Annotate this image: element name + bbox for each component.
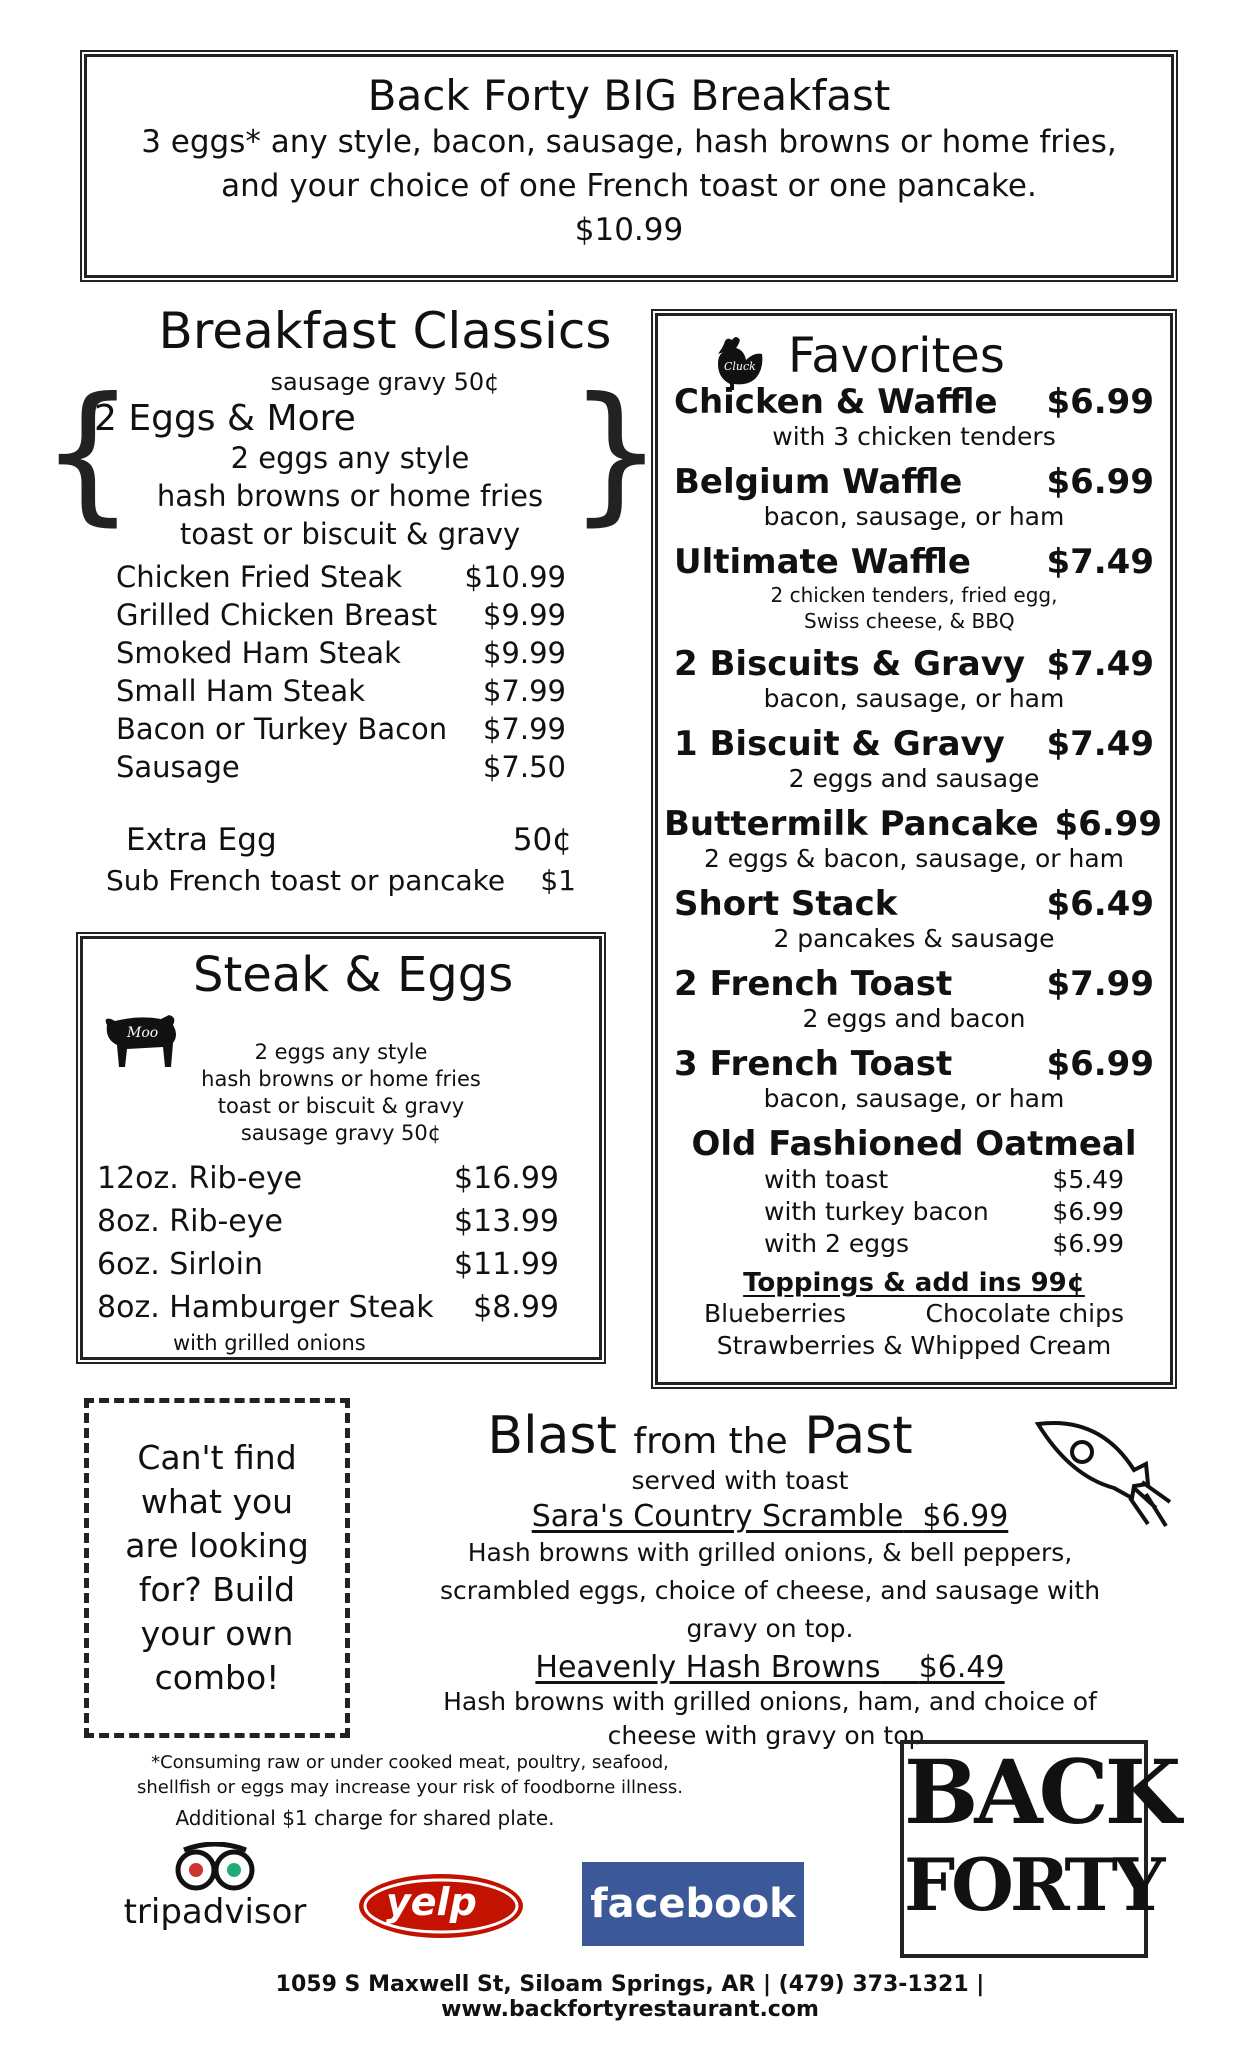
item-price: $6.49 (1046, 884, 1154, 924)
item-price: $13.99 (454, 1204, 559, 1239)
item-price: $16.99 (454, 1161, 559, 1196)
oatmeal-list (674, 1164, 1154, 1260)
item-name: Chicken & Waffle (674, 382, 998, 422)
item-name: Small Ham Steak (116, 674, 365, 708)
classics-title: Breakfast Classics (158, 302, 612, 360)
item-sub: 2 eggs & bacon, sausage, or ham (703, 844, 1125, 873)
classics-subtitle: sausage gravy 50¢ (270, 368, 500, 396)
disclaimer (110, 1750, 710, 1831)
item-sub: bacon, sausage, or ham (763, 684, 1065, 713)
item-name: Ultimate Waffle (674, 542, 971, 582)
list-item (674, 964, 1154, 1034)
item-name: Belgium Waffle (674, 462, 963, 502)
logo-line: BACK (904, 1740, 1178, 1844)
list-item (116, 710, 566, 748)
item-sub: 2 eggs and sausage (788, 764, 1040, 793)
item-price: $6.99 (922, 1499, 1009, 1534)
topping: Chocolate chips (925, 1299, 1124, 1328)
list-item (116, 596, 566, 634)
toppings-title: Toppings & add ins 99¢ (743, 1268, 1085, 1298)
combo-line: hash browns or home fries (156, 479, 544, 513)
combo-line: toast or biscuit & gravy (179, 517, 521, 551)
yelp-logo[interactable] (356, 1870, 526, 1942)
combo-section (90, 398, 610, 553)
item-name: Bacon or Turkey Bacon (116, 712, 448, 746)
list-item (116, 748, 566, 786)
logo-line: FORTY (904, 1842, 1162, 1927)
list-item (97, 1200, 559, 1243)
steak-eggs-box (80, 936, 602, 1360)
toppings-row (674, 1298, 1154, 1330)
big-breakfast-title: Back Forty BIG Breakfast (367, 71, 891, 120)
list-item (764, 1164, 1124, 1196)
item-price: $6.99 (1052, 1197, 1124, 1226)
item-price: $1 (540, 864, 576, 897)
extras (106, 822, 576, 897)
list-item (400, 1499, 1140, 1534)
item-name: 8oz. Rib-eye (97, 1204, 283, 1239)
backforty-logo (900, 1740, 1178, 1958)
item-name: with 2 eggs (764, 1229, 909, 1258)
item-name: Buttermilk Pancake (664, 804, 1039, 844)
list-item (97, 1157, 559, 1200)
item-name: 1 Biscuit & Gravy (674, 724, 1005, 764)
disclaimer-line: *Consuming raw or under cooked meat, poultry, seafood, (151, 1752, 669, 1773)
blast-title-a: Blast (487, 1406, 617, 1466)
right-brace-icon: } (568, 366, 664, 540)
item-price: $10.99 (464, 560, 566, 594)
desc-line: 2 eggs any style (254, 1040, 428, 1064)
list-item (674, 884, 1154, 954)
build-your-own-box (84, 1398, 350, 1738)
item-price: $7.49 (1046, 542, 1154, 582)
desc-line: toast or biscuit & gravy (217, 1094, 465, 1118)
blast-subtitle: served with toast (631, 1466, 849, 1495)
item-price: $9.99 (482, 636, 566, 670)
steak-list (97, 1157, 559, 1357)
item-sub: 2 chicken tenders, fried egg, (770, 583, 1058, 607)
list-item (97, 1243, 559, 1286)
item-name: 2 French Toast (674, 964, 953, 1004)
steak-title: Steak & Eggs (193, 947, 514, 1003)
list-item (674, 1044, 1154, 1114)
build-text: Can't find what you are looking for? Build your own combo! (125, 1438, 309, 1697)
item-name: 8oz. Hamburger Steak (97, 1290, 434, 1325)
item-price: $6.99 (1046, 462, 1154, 502)
item-price: $7.49 (1046, 724, 1154, 764)
item-name: Heavenly Hash Browns (535, 1650, 881, 1685)
list-item (116, 634, 566, 672)
item-price: $9.99 (482, 598, 566, 632)
item-name: 12oz. Rib-eye (97, 1161, 303, 1196)
list-item (674, 462, 1154, 532)
blast-section (400, 1406, 1140, 1753)
item-sub: Swiss cheese, & BBQ (804, 609, 1015, 633)
desc-line: sausage gravy 50¢ (240, 1121, 442, 1145)
big-breakfast-line1: 3 eggs* any style, bacon, sausage, hash browns or home fries, (141, 124, 1117, 160)
extra-egg (106, 822, 576, 858)
item-name: 6oz. Sirloin (97, 1247, 264, 1282)
list-item (664, 804, 1162, 874)
item-price: 50¢ (512, 822, 572, 858)
chicken-label: Cluck (724, 360, 756, 373)
item-name: 3 French Toast (674, 1044, 953, 1084)
list-item (674, 542, 1154, 634)
oatmeal-title: Old Fashioned Oatmeal (691, 1124, 1137, 1164)
list-item (97, 1286, 559, 1329)
topping: Blueberries (704, 1299, 847, 1328)
item-price: $6.99 (1046, 1044, 1154, 1084)
blast-title-b: from the (633, 1421, 788, 1462)
tripadvisor-logo[interactable] (110, 1842, 320, 1934)
tripadvisor-text: tripadvisor (123, 1892, 307, 1932)
item-desc: Hash browns with grilled onions, ham, and choice of cheese with gravy on top. (443, 1687, 1097, 1750)
topping: Strawberries & Whipped Cream (716, 1331, 1112, 1360)
big-breakfast-box (84, 54, 1174, 278)
item-price: $7.49 (1046, 644, 1154, 684)
list-item (400, 1650, 1140, 1685)
item-name: Grilled Chicken Breast (116, 598, 438, 632)
item-name: Sara's Country Scramble (531, 1499, 904, 1534)
item-sub: 2 eggs and bacon (802, 1004, 1026, 1033)
favorites-list (664, 382, 1162, 1362)
list-item (764, 1196, 1124, 1228)
item-price: $8.99 (473, 1290, 559, 1325)
item-desc: Hash browns with grilled onions, & bell peppers, scrambled eggs, choice of cheese, and sausage with gravy on top. (439, 1538, 1101, 1643)
item-name: Smoked Ham Steak (116, 636, 401, 670)
item-name: Short Stack (674, 884, 898, 924)
item-sub: bacon, sausage, or ham (763, 1084, 1065, 1113)
item-sub: bacon, sausage, or ham (763, 502, 1065, 531)
item-sub: 2 pancakes & sausage (773, 924, 1055, 953)
item-sub: with 3 chicken tenders (772, 422, 1056, 451)
favorites-title: Favorites (788, 328, 1005, 384)
steak-description (83, 1039, 599, 1147)
item-name: with toast (764, 1165, 889, 1194)
item-name: 2 Biscuits & Gravy (674, 644, 1026, 684)
item-price: $6.99 (1046, 382, 1154, 422)
combo-line: 2 eggs any style (230, 441, 470, 475)
blast-title (400, 1406, 1140, 1466)
desc-line: hash browns or home fries (201, 1067, 481, 1091)
item-price: $6.99 (1054, 804, 1162, 844)
item-price: $7.99 (482, 712, 566, 746)
owl-icon (170, 1842, 260, 1892)
item-name: Sausage (116, 750, 240, 784)
item-price: $7.99 (482, 674, 566, 708)
list-item (674, 644, 1154, 714)
cow-label: Moo (127, 1025, 159, 1041)
yelp-text: yelp (386, 1880, 477, 1924)
classics-list (116, 558, 566, 786)
favorites-box (655, 313, 1173, 1385)
item-name: Extra Egg (126, 822, 277, 858)
steak-note: with grilled onions (173, 1331, 366, 1355)
item-name: Sub French toast or pancake (106, 864, 506, 897)
facebook-text: facebook (590, 1881, 796, 1927)
combo-title: 2 Eggs & More (94, 398, 356, 439)
item-price: $6.49 (918, 1650, 1005, 1685)
item-price: $7.99 (1046, 964, 1154, 1004)
sub-option (106, 864, 576, 897)
facebook-logo[interactable] (582, 1862, 804, 1946)
item-price: $6.99 (1052, 1229, 1124, 1258)
list-item (116, 672, 566, 710)
blast-title-c: Past (804, 1406, 913, 1466)
left-brace-icon: { (40, 366, 136, 540)
item-name: with turkey bacon (764, 1197, 989, 1226)
footer-contact: 1059 S Maxwell St, Siloam Springs, AR | (479) 373-1321 | www.backfortyrestaurant.com (275, 1972, 985, 2022)
item-price: $7.50 (482, 750, 566, 784)
disclaimer-line: shellfish or eggs may increase your risk of foodborne illness. (136, 1777, 684, 1798)
list-item (674, 382, 1154, 452)
disclaimer-line: Additional $1 charge for shared plate. (175, 1806, 555, 1830)
list-item (764, 1228, 1124, 1260)
big-breakfast-line2: and your choice of one French toast or one pancake. (221, 168, 1037, 204)
list-item (116, 558, 566, 596)
big-breakfast-price: $10.99 (574, 212, 684, 248)
list-item (674, 724, 1154, 794)
rocket-icon (1030, 1416, 1176, 1542)
item-name: Chicken Fried Steak (116, 560, 403, 594)
item-price: $5.49 (1052, 1165, 1124, 1194)
item-price: $11.99 (454, 1247, 559, 1282)
